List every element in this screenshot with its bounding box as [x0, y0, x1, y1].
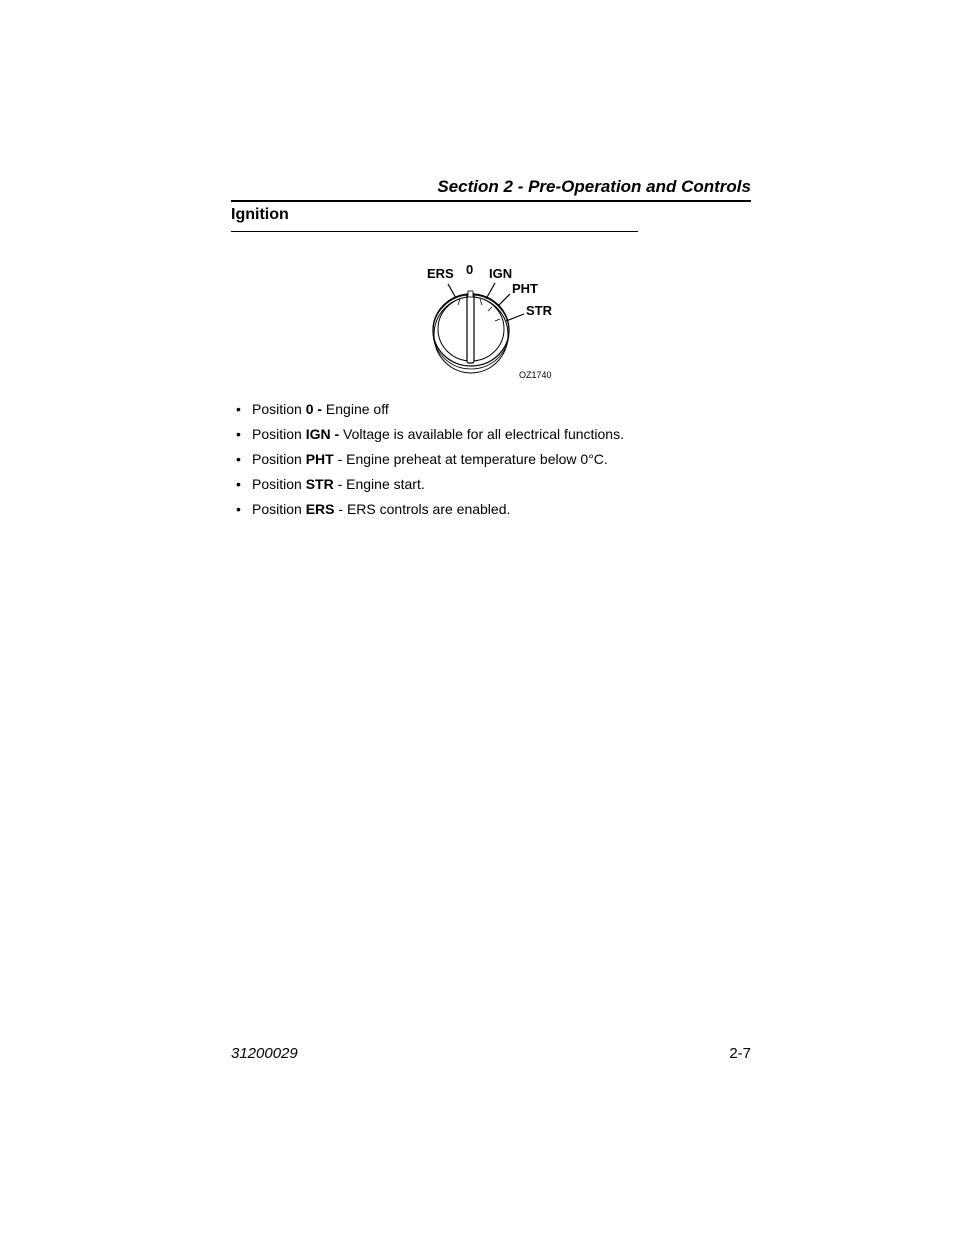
item-text: - Engine preheat at temperature below 0°C. — [333, 451, 608, 467]
topic-heading: Ignition — [231, 206, 289, 223]
item-text: Engine off — [322, 401, 389, 417]
ignition-switch-illustration — [400, 255, 570, 390]
item-text: - ERS controls are enabled. — [334, 501, 511, 517]
item-key: STR — [305, 476, 334, 492]
str-leader-line — [506, 314, 524, 321]
label-zero: 0 — [466, 262, 474, 277]
ignition-switch-figure — [400, 255, 570, 390]
item-prefix: Position — [252, 426, 306, 442]
bullet-mark: • — [236, 451, 241, 467]
item-key: PHT — [305, 451, 334, 467]
list-item — [236, 499, 624, 519]
item-key: 0 - — [305, 401, 323, 417]
label-ers: ERS — [427, 266, 454, 281]
section-header: Section 2 - Pre-Operation and Controls — [437, 177, 751, 196]
doc-number: 31200029 — [231, 1045, 298, 1062]
topic-rule — [231, 231, 638, 232]
bullet-mark: • — [236, 401, 241, 417]
item-text: - Engine start. — [333, 476, 425, 492]
item-prefix: Position — [252, 476, 306, 492]
label-pht: PHT — [512, 281, 538, 296]
ers-leader-line — [448, 284, 456, 298]
bullet-mark: • — [236, 426, 241, 442]
position-list — [236, 399, 624, 524]
list-item — [236, 474, 624, 494]
bullet-mark: • — [236, 476, 241, 492]
page-number: 2-7 — [729, 1045, 751, 1062]
item-text: Voltage is available for all electrical functions. — [339, 426, 624, 442]
figure-code: OZ1740 — [519, 370, 552, 380]
list-item — [236, 399, 624, 419]
item-key: IGN - — [305, 426, 340, 442]
bullet-mark: • — [236, 501, 241, 517]
item-prefix: Position — [252, 401, 306, 417]
ign-leader-line — [486, 283, 495, 299]
label-ign: IGN — [489, 266, 513, 281]
header-rule — [231, 200, 751, 202]
label-str: STR — [526, 303, 552, 318]
item-prefix: Position — [252, 451, 306, 467]
key-slot — [467, 293, 474, 363]
item-key: ERS — [305, 501, 335, 517]
pht-leader-line — [498, 294, 510, 306]
list-item — [236, 449, 624, 469]
item-prefix: Position — [252, 501, 306, 517]
key-slot-tab — [468, 291, 473, 297]
list-item — [236, 424, 624, 444]
